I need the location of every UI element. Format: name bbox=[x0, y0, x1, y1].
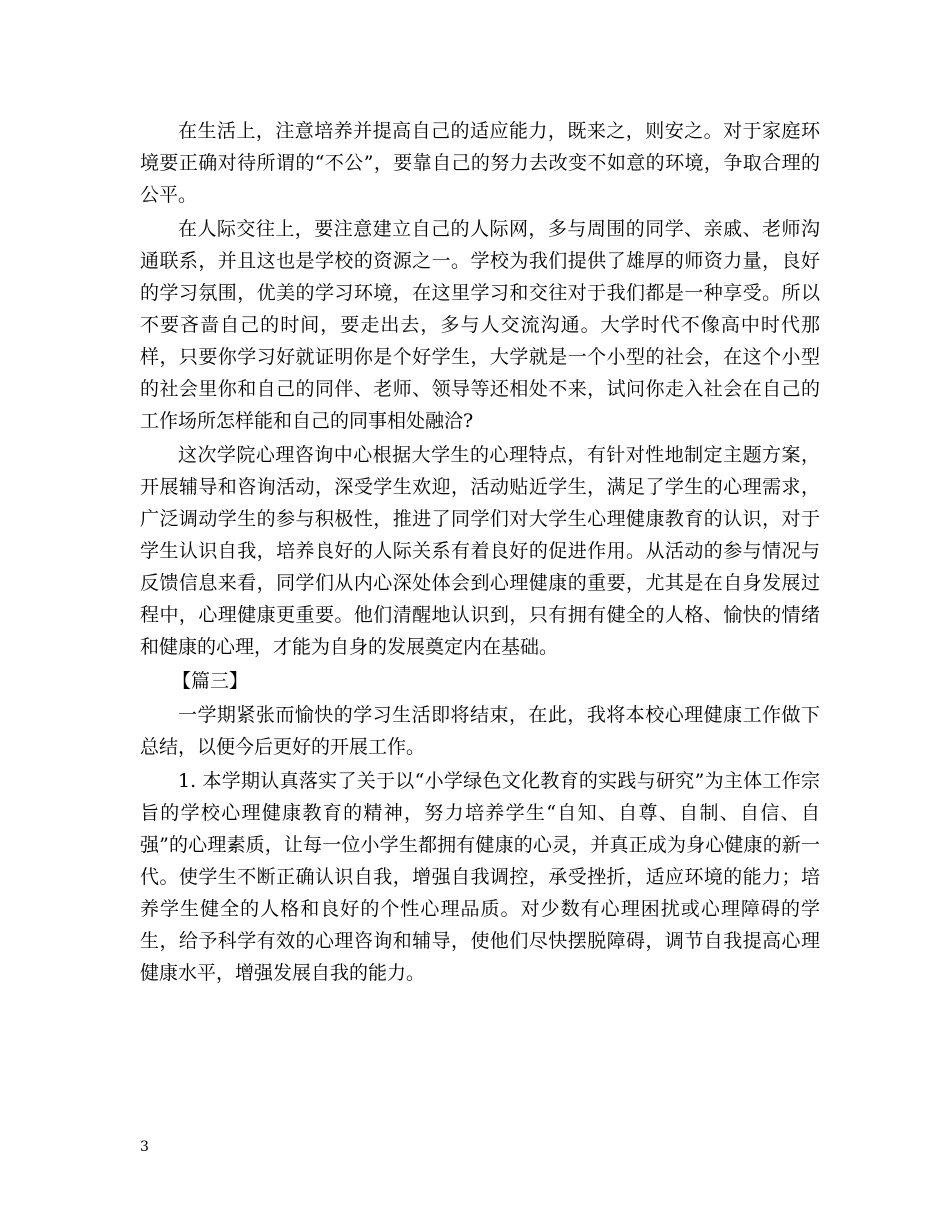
document-body bbox=[140, 115, 820, 991]
paragraph-interpersonal: 在人际交往上，要注意建立自己的人际网，多与周围的同学、亲戚、老师沟通联系，并且这也是学校的资源之一。学校为我们提供了雄厚的师资力量，良好的学习氛围，优美的学习环境，在这里学习和交往对于我们都是一种享受。所以不要吝啬自己的时间，要走出去，多与人交流沟通。大学时代不像高中时代那样，只要你学习好就证明你是个好学生，大学就是一个小型的社会，在这个小型的社会里你和自己的同伴、老师、领导等还相处不来，试问你走入社会在自己的工作场所怎样能和自己的同事相处融洽? bbox=[140, 218, 820, 432]
paragraph-life-adaptation: 在生活上，注意培养并提高自己的适应能力，既来之，则安之。对于家庭环境要正确对待所谓的“不公”，要靠自己的努力去改变不如意的环境，争取合理的公平。 bbox=[140, 120, 820, 206]
paragraph-semester-summary: 一学期紧张而愉快的学习生活即将结束，在此，我将本校心理健康工作做下总结，以便今后更好的开展工作。 bbox=[140, 704, 820, 758]
page-number: 3 bbox=[140, 1139, 149, 1155]
section-heading: 【篇三】 bbox=[172, 670, 249, 692]
paragraph-counseling-center: 这次学院心理咨询中心根据大学生的心理特点，有针对性地制定主题方案，开展辅导和咨询活动，深受学生欢迎，活动贴近学生，满足了学生的心理需求，广泛调动学生的参与积极性，推进了同学们对大学生心理健康教育的认识，对于学生认识自我，培养良好的人际关系有着良好的促进作用。从活动的参与情况与反馈信息来看，同学们从内心深处体会到心理健康的重要，尤其是在自身发展过程中，心理健康更重要。他们清醒地认识到，只有拥有健全的人格、愉快的情绪和健康的心理，才能为自身的发展奠定内在基础。 bbox=[140, 444, 820, 658]
paragraph-item-1: 1. 本学期认真落实了关于以“小学绿色文化教育的实践与研究”为主体工作宗旨的学校心理健康教育的精神，努力培养学生“自知、自尊、自制、自信、自强”的心理素质，让每一位小学生都拥有健康的心灵，并真正成为身心健康的新一代。使学生不断正确认识自我，增强自我调控，承受挫折，适应环境的能力；培养学生健全的人格和良好的个性心理品质。对少数有心理困扰或心理障碍的学生，给予科学有效的心理咨询和辅导，使他们尽快摆脱障碍，调节自我提高心理健康水平，增强发展自我的能力。 bbox=[140, 770, 820, 984]
